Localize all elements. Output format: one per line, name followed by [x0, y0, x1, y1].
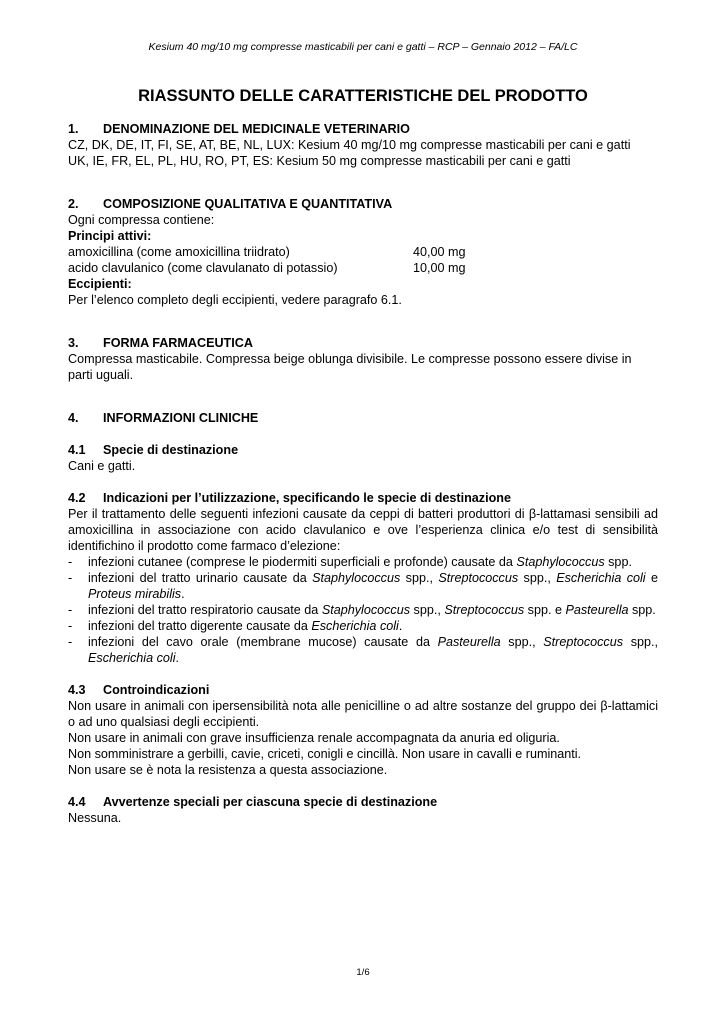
special-warnings-text: Nessuna. — [68, 811, 122, 825]
contraindication-line: Non somministrare a gerbilli, cavie, criceti, conigli e cincillà. Non usare in cavalli e ruminanti. — [68, 747, 582, 761]
section-heading: 3. FORMA FARMACEUTICA — [68, 336, 253, 350]
ingredient-name: acido clavulanico (come clavulanato di potassio) — [68, 261, 338, 275]
subsection-heading: 4.2 Indicazioni per l’utilizzazione, specificando le specie di destinazione — [68, 491, 511, 505]
pharmaceutical-form-text: Compressa masticabile. Compressa beige oblunga divisibile. Le compresse possono essere divise in parti uguali. — [68, 352, 632, 382]
ingredient-amount: 40,00 mg — [413, 245, 466, 259]
product-name-line: UK, IE, FR, EL, PL, HU, RO, PT, ES: Kesium 50 mg compresse masticabili per cani e gatti — [68, 154, 571, 168]
indications-intro: Per il trattamento delle seguenti infezioni causate da ceppi di batteri produttori di β-lattamasi sensibili ad amoxicillina in associazione con acido clavulanico e ove l’esperienza clinica e/o test di sensibilità identifichino il prodotto come farmaco d’elezione: — [68, 507, 658, 553]
document-body — [68, 121, 658, 826]
document-page — [68, 0, 658, 1024]
section-3 — [68, 335, 658, 383]
section-2 — [68, 196, 658, 308]
ingredient-name: amoxicillina (come amoxicillina triidrato) — [68, 245, 290, 259]
list-item: - infezioni del tratto urinario causate da Staphylococcus spp., Streptococcus spp., Escherichia coli e Proteus mirabilis. — [68, 571, 658, 601]
document-title: RIASSUNTO DELLE CARATTERISTICHE DEL PRODOTTO — [138, 87, 588, 105]
running-header: Kesium 40 mg/10 mg compresse masticabili per cani e gatti – RCP – Gennaio 2012 – FA/LC — [148, 41, 578, 53]
excipients-label: Eccipienti: — [68, 277, 132, 291]
ingredient-amount: 10,00 mg — [413, 261, 466, 275]
subsection-heading: 4.3 Controindicazioni — [68, 683, 210, 697]
list-item: - infezioni del tratto respiratorio causate da Staphylococcus spp., Streptococcus spp. e Pasteurella spp. — [68, 603, 656, 617]
section-1 — [68, 121, 658, 169]
active-substances-label: Principi attivi: — [68, 229, 152, 243]
target-species-text: Cani e gatti. — [68, 459, 136, 473]
section-4 — [68, 410, 658, 826]
section-heading: 1. DENOMINAZIONE DEL MEDICINALE VETERINARIO — [68, 122, 410, 136]
ingredient-row — [68, 260, 658, 276]
product-name-line: CZ, DK, DE, IT, FI, SE, AT, BE, NL, LUX: Kesium 40 mg/10 mg compresse masticabili per cani e gatti — [68, 138, 631, 152]
composition-intro: Ogni compressa contiene: — [68, 213, 215, 227]
section-heading: 2. COMPOSIZIONE QUALITATIVA E QUANTITATIVA — [68, 197, 393, 211]
indications-list — [68, 554, 658, 666]
subsection-heading: 4.1 Specie di destinazione — [68, 443, 239, 457]
subsection-heading: 4.4 Avvertenze speciali per ciascuna specie di destinazione — [68, 795, 438, 809]
contraindication-line: Non usare in animali con grave insufficienza renale accompagnata da anuria ed oliguria. — [68, 731, 560, 745]
contraindication-line: Non usare se è nota la resistenza a questa associazione. — [68, 763, 388, 777]
excipients-text: Per l’elenco completo degli eccipienti, vedere paragrafo 6.1. — [68, 293, 402, 307]
page-number: 1/6 — [356, 967, 370, 978]
list-item: - infezioni del tratto digerente causate da Escherichia coli. — [68, 619, 403, 633]
list-item: - infezioni del cavo orale (membrane mucose) causate da Pasteurella spp., Streptococcus spp., Escherichia coli. — [68, 635, 658, 665]
list-item: - infezioni cutanee (comprese le piodermiti superficiali e profonde) causate da Staphylococcus spp. — [68, 555, 632, 569]
ingredient-row — [68, 244, 658, 260]
contraindication-line: Non usare in animali con ipersensibilità nota alle penicilline o ad altre sostanze del gruppo dei β-lattamici o ad uno qualsiasi degli eccipienti. — [68, 699, 658, 729]
section-heading: 4. INFORMAZIONI CLINICHE — [68, 411, 259, 425]
